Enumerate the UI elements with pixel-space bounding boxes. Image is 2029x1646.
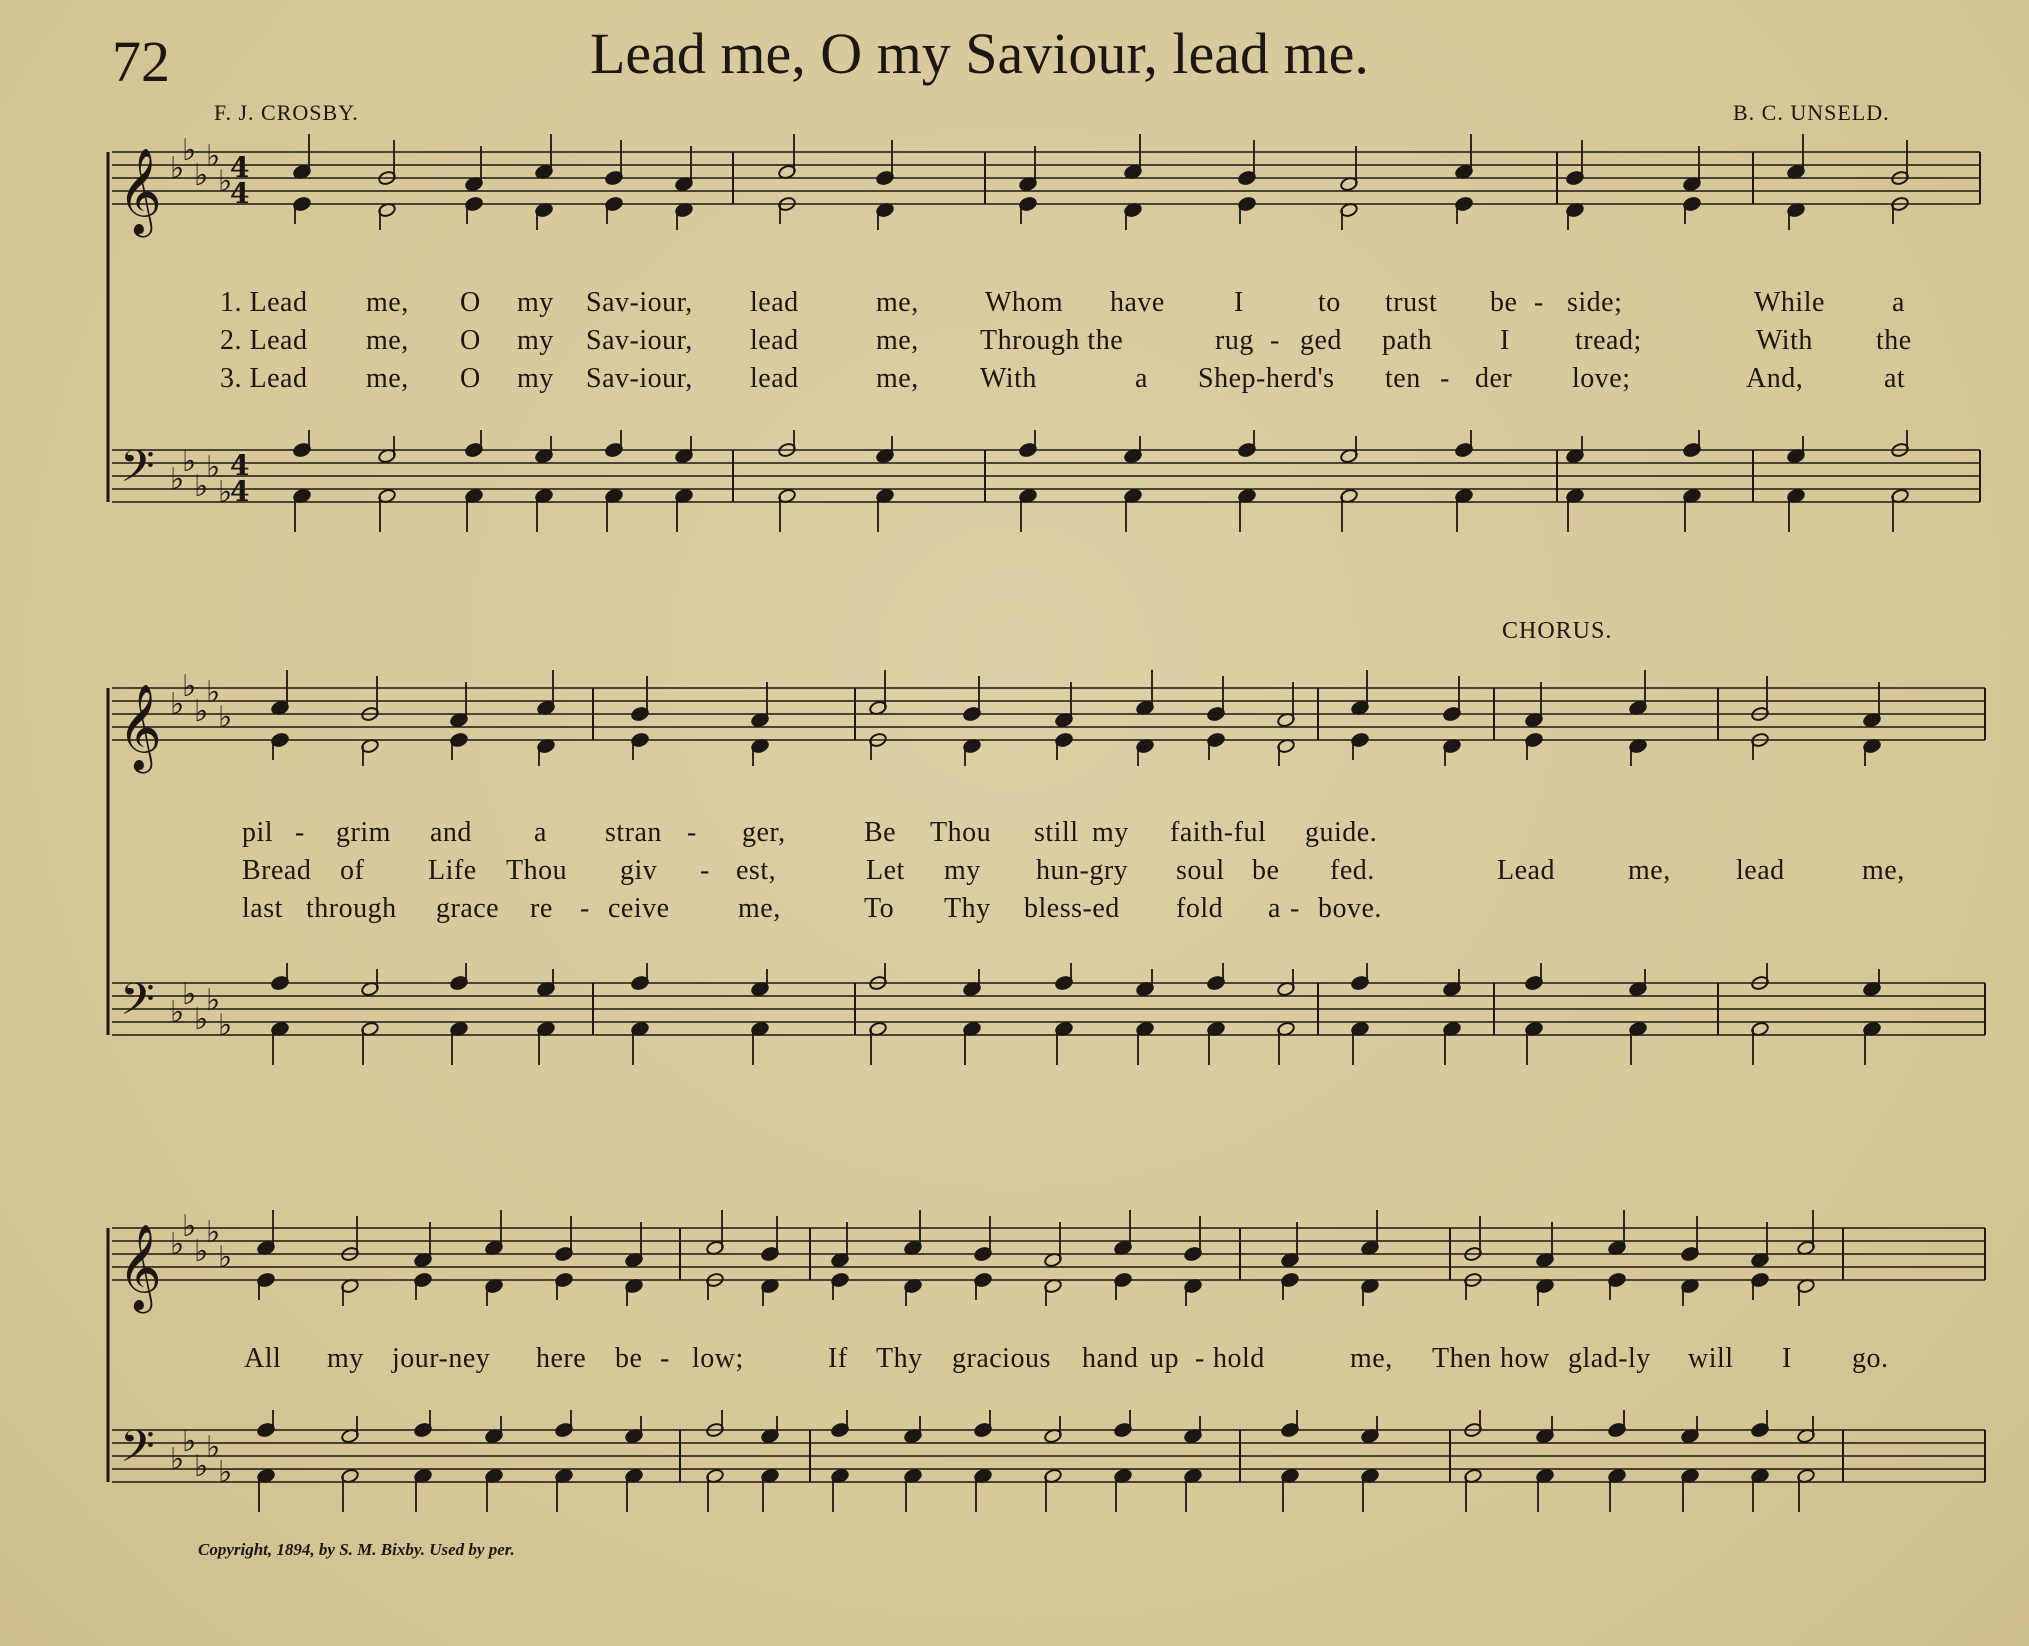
lyric-word: re	[530, 893, 553, 924]
lyric-word: Sav-iour,	[586, 325, 693, 356]
time-signature-bottom: 4	[230, 177, 250, 210]
lyric-word: side;	[1567, 287, 1623, 318]
lyric-word: and	[430, 817, 472, 848]
composer-credit: B. C. UNSELD.	[1733, 100, 1890, 125]
bass-clef-icon: 𝄢	[120, 973, 155, 1036]
flat-sign-icon: ♭	[206, 1215, 221, 1250]
lyric-word: 2. Lead	[220, 325, 308, 356]
lyric-word: love;	[1572, 363, 1631, 394]
lyric-word: gracious	[952, 1343, 1051, 1374]
lyric-word: -	[1195, 1343, 1205, 1374]
flat-sign-icon: ♭	[206, 1430, 221, 1465]
lyric-word: a	[1135, 363, 1148, 394]
flat-sign-icon: ♭	[206, 139, 221, 174]
lyric-word: stran	[605, 817, 662, 848]
lyric-word: Let	[866, 855, 905, 886]
lyric-word: Through the	[980, 325, 1124, 356]
lyric-word: Shep-herd's	[1198, 363, 1335, 394]
lyric-word: to	[1318, 287, 1341, 318]
lyric-word: With	[1756, 325, 1813, 356]
treble-clef-icon: 𝄞	[118, 1224, 162, 1310]
time-signature-bottom: 4	[230, 475, 250, 508]
lyric-word: ged	[1300, 325, 1342, 356]
lyric-word: my	[944, 855, 981, 886]
lyric-word: giv	[620, 855, 658, 886]
lyric-word: lead	[750, 287, 799, 318]
copyright-notice: Copyright, 1894, by S. M. Bixby. Used by per.	[198, 1540, 515, 1559]
lyric-word: fed.	[1330, 855, 1375, 886]
lyric-word: -	[580, 893, 590, 924]
lyric-word: a	[534, 817, 547, 848]
lyric-word: All	[244, 1343, 282, 1374]
lyric-word: Thou	[506, 855, 568, 886]
lyric-word: hand	[1082, 1343, 1139, 1374]
lyric-word: bless-ed	[1024, 893, 1120, 924]
lyric-word: est,	[736, 855, 777, 886]
lyric-word: O	[460, 363, 481, 394]
lyric-word: up	[1150, 1343, 1179, 1374]
lyric-word: have	[1110, 287, 1165, 318]
lyric-word: I	[1234, 287, 1244, 318]
flat-sign-icon: ♭	[170, 995, 185, 1030]
lyric-word: me,	[876, 325, 919, 356]
lyric-word: my	[1092, 817, 1129, 848]
lyric-word: Thou	[930, 817, 992, 848]
lyric-word: pil	[242, 817, 274, 848]
flat-sign-icon: ♭	[182, 1424, 197, 1459]
flat-sign-icon: ♭	[170, 687, 185, 722]
flat-sign-icon: ♭	[182, 1209, 197, 1244]
lyric-word: grace	[436, 893, 500, 924]
treble-clef-icon: 𝄞	[118, 684, 162, 770]
lyric-word: -	[1270, 325, 1280, 356]
lyric-word: my	[517, 325, 554, 356]
lyric-word: rug	[1215, 325, 1254, 356]
lyric-word: a	[1892, 287, 1905, 318]
lyric-word: be	[1490, 287, 1518, 318]
hymn-title: Lead me, O my Saviour, lead me.	[590, 21, 1369, 86]
flat-sign-icon: ♭	[182, 669, 197, 704]
bass-clef-icon: 𝄢	[120, 1420, 155, 1483]
lyric-word: -	[1290, 893, 1300, 924]
lyric-word: Sav-iour,	[586, 363, 693, 394]
flat-sign-icon: ♭	[170, 1227, 185, 1262]
lyric-word: me,	[366, 325, 409, 356]
flat-sign-icon: ♭	[194, 1449, 209, 1484]
lyric-word: tread;	[1575, 325, 1642, 356]
lyric-word: While	[1754, 287, 1825, 318]
lyric-word: -	[660, 1343, 670, 1374]
flat-sign-icon: ♭	[194, 694, 209, 729]
lyric-word: guide.	[1305, 817, 1378, 848]
lyric-word: To	[864, 893, 895, 924]
lyric-word: Whom	[985, 287, 1064, 318]
lyric-word: If	[828, 1343, 848, 1374]
flat-sign-icon: ♭	[218, 1455, 233, 1490]
lyric-word: With	[980, 363, 1037, 394]
lyric-word: be	[1252, 855, 1280, 886]
flat-sign-icon: ♭	[170, 151, 185, 186]
lyric-word: grim	[336, 817, 391, 848]
lyric-word: -	[1440, 363, 1450, 394]
flat-sign-icon: ♭	[194, 158, 209, 193]
lyric-word: go.	[1852, 1343, 1889, 1374]
lyric-word: Bread	[242, 855, 312, 886]
lyric-word: Life	[428, 855, 477, 886]
lyric-word: me,	[1350, 1343, 1393, 1374]
lyric-word: how	[1500, 1343, 1550, 1374]
lyric-word: Thy	[876, 1343, 923, 1374]
lyric-word: Be	[864, 817, 897, 848]
lyric-word: 3. Lead	[220, 363, 308, 394]
lyric-word: Thy	[944, 893, 991, 924]
hymn-number: 72	[112, 29, 170, 94]
lyric-word: I	[1782, 1343, 1792, 1374]
lyric-word: glad-ly	[1568, 1343, 1651, 1374]
bass-clef-icon: 𝄢	[120, 440, 155, 503]
lyric-word: O	[460, 287, 481, 318]
lyric-word: through	[306, 893, 397, 924]
flat-sign-icon: ♭	[194, 1002, 209, 1037]
flat-sign-icon: ♭	[170, 1442, 185, 1477]
lyric-word: a	[1268, 893, 1281, 924]
flat-sign-icon: ♭	[194, 1234, 209, 1269]
flat-sign-icon: ♭	[218, 1240, 233, 1275]
lyric-word: And,	[1746, 363, 1804, 394]
lyric-word: be	[615, 1343, 643, 1374]
lyric-word: path	[1382, 325, 1433, 356]
lyric-word: faith-ful	[1170, 817, 1267, 848]
lyric-word: me,	[366, 363, 409, 394]
treble-clef-icon: 𝄞	[118, 148, 162, 234]
flat-sign-icon: ♭	[194, 469, 209, 504]
lyric-word: still	[1034, 817, 1079, 848]
lyric-word: lead	[750, 363, 799, 394]
flat-sign-icon: ♭	[206, 675, 221, 710]
lyric-word: ceive	[608, 893, 670, 924]
flat-sign-icon: ♭	[218, 475, 233, 510]
lyric-word: Lead	[1497, 855, 1555, 886]
lyric-word: me,	[1862, 855, 1905, 886]
lyric-word: soul	[1176, 855, 1225, 886]
flat-sign-icon: ♭	[182, 444, 197, 479]
lyric-word: me,	[1628, 855, 1671, 886]
lyric-word: jour-ney	[392, 1343, 491, 1374]
flat-sign-icon: ♭	[206, 450, 221, 485]
lyric-word: my	[517, 287, 554, 318]
lyric-word: -	[687, 817, 697, 848]
lyric-word: my	[327, 1343, 364, 1374]
lyric-word: O	[460, 325, 481, 356]
lyric-word: -	[1534, 287, 1544, 318]
lyric-word: I	[1500, 325, 1510, 356]
lyric-word: will	[1688, 1343, 1734, 1374]
flat-sign-icon: ♭	[218, 700, 233, 735]
lyric-word: here	[536, 1343, 587, 1374]
flat-sign-icon: ♭	[182, 133, 197, 168]
lyric-word: at	[1884, 363, 1906, 394]
flat-sign-icon: ♭	[182, 977, 197, 1012]
lyric-word: fold	[1176, 893, 1224, 924]
lyric-word: ten	[1385, 363, 1421, 394]
time-signature-top: 4	[230, 449, 250, 482]
flat-sign-icon: ♭	[206, 983, 221, 1018]
lyric-word: -	[295, 817, 305, 848]
time-signature-top: 4	[230, 151, 250, 184]
flat-sign-icon: ♭	[170, 462, 185, 497]
lyric-word: ger,	[742, 817, 786, 848]
lyric-word: my	[517, 363, 554, 394]
lyric-word: me,	[876, 287, 919, 318]
chorus-label: CHORUS.	[1502, 618, 1613, 644]
flat-sign-icon: ♭	[218, 1008, 233, 1043]
lyricist-credit: F. J. CROSBY.	[214, 100, 359, 125]
lyric-word: hold	[1213, 1343, 1265, 1374]
lyric-word: last	[242, 893, 283, 924]
lyric-word: trust	[1385, 287, 1438, 318]
lyric-word: der	[1475, 363, 1513, 394]
lyric-word: of	[340, 855, 365, 886]
lyric-word: me,	[876, 363, 919, 394]
lyric-word: -	[700, 855, 710, 886]
lyric-word: lead	[750, 325, 799, 356]
lyric-word: Then	[1432, 1343, 1492, 1374]
lyric-word: bove.	[1318, 893, 1382, 924]
lyric-word: low;	[692, 1343, 744, 1374]
lyric-word: me,	[738, 893, 781, 924]
flat-sign-icon: ♭	[218, 164, 233, 199]
lyric-word: Sav-iour,	[586, 287, 693, 318]
lyric-word: hun-gry	[1036, 855, 1129, 886]
lyric-word: 1. Lead	[220, 287, 308, 318]
lyric-word: the	[1876, 325, 1912, 356]
lyric-word: me,	[366, 287, 409, 318]
lyric-word: lead	[1736, 855, 1785, 886]
